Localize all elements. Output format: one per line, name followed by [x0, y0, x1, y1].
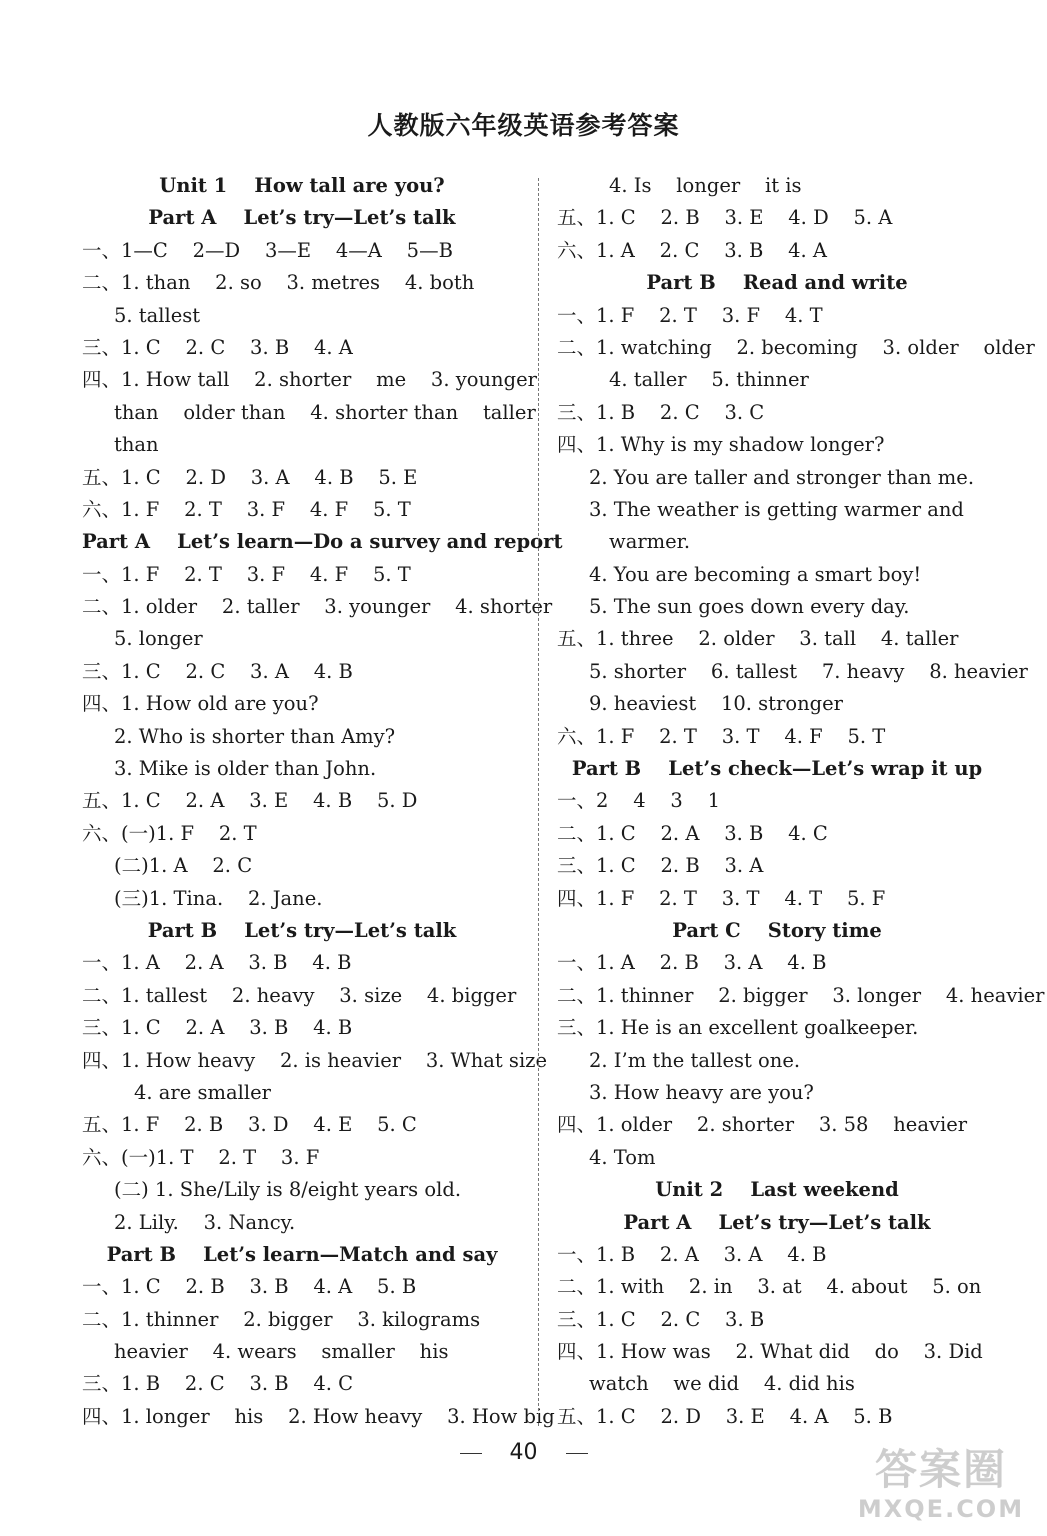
- section-heading: Part A Let’s try—Let’s talk: [148, 206, 456, 230]
- answer-line: 三、1. C 2. C 3. B: [557, 1307, 765, 1331]
- answer-line: 一、1. B 2. A 3. A 4. B: [557, 1242, 827, 1266]
- section-heading: Part B Let’s learn—Match and say: [106, 1242, 498, 1266]
- answer-line: 六、1. F 2. T 3. T 4. F 5. T: [557, 724, 886, 748]
- watermark-mark: 答案圈: [874, 1445, 1007, 1494]
- answer-line: 三、1. B 2. C 3. B 4. C: [82, 1372, 354, 1396]
- section-heading: Part B Let’s check—Let’s wrap it up: [571, 757, 983, 781]
- answer-line: 4. You are becoming a smart boy!: [589, 562, 922, 586]
- answer-line: 六、(一)1. F 2. T: [82, 821, 257, 845]
- answer-line: 9. heaviest 10. stronger: [589, 692, 843, 716]
- footer-dash-left: [460, 1453, 482, 1454]
- answer-line: 五、1. three 2. older 3. tall 4. taller: [557, 627, 959, 651]
- answer-line: 5. shorter 6. tallest 7. heavy 8. heavier: [589, 659, 1028, 683]
- answer-line: 二、1. C 2. A 3. B 4. C: [557, 821, 828, 845]
- answer-line: heavier 4. wears smaller his: [114, 1340, 449, 1364]
- answer-line: watch we did 4. did his: [589, 1372, 855, 1396]
- answer-line: 三、1. B 2. C 3. C: [557, 400, 765, 424]
- answer-line: 4. are smaller: [134, 1080, 271, 1104]
- answer-line: 一、1. A 2. B 3. A 4. B: [557, 951, 827, 975]
- answer-line: 二、1. than 2. so 3. metres 4. both: [82, 271, 475, 295]
- watermark-site: MXQE.COM: [857, 1495, 1025, 1523]
- answer-column-left: [82, 170, 563, 1433]
- answer-line: 三、1. He is an excellent goalkeeper.: [557, 1016, 919, 1040]
- answer-line: 二、1. thinner 2. bigger 3. kilograms: [82, 1307, 481, 1331]
- footer-dash-right: [566, 1453, 588, 1454]
- section-heading: Part B Let’s try—Let’s talk: [147, 918, 457, 942]
- answer-line: 六、(一)1. T 2. T 3. F: [82, 1145, 320, 1169]
- answer-line: 三、1. C 2. C 3. B 4. A: [82, 335, 353, 359]
- answer-line: 一、1. C 2. B 3. B 4. A 5. B: [82, 1275, 417, 1299]
- answer-line: 六、1. F 2. T 3. F 4. F 5. T: [82, 497, 411, 521]
- answer-line: 4. taller 5. thinner: [609, 368, 809, 392]
- answer-line: 四、1. older 2. shorter 3. 58 heavier: [557, 1113, 968, 1137]
- answer-line: 五、1. F 2. B 3. D 4. E 5. C: [82, 1113, 417, 1137]
- answer-line: 四、1. Why is my shadow longer?: [557, 433, 885, 457]
- answer-line: 二、1. with 2. in 3. at 4. about 5. on: [557, 1275, 982, 1299]
- answer-line: than: [114, 433, 159, 457]
- answer-line: 三、1. C 2. A 3. B 4. B: [82, 1016, 353, 1040]
- answer-line: (二)1. A 2. C: [114, 854, 253, 878]
- section-heading: Part B Read and write: [646, 271, 908, 295]
- column-divider: [538, 178, 539, 1426]
- answer-line: 五、1. C 2. B 3. E 4. D 5. A: [557, 206, 893, 230]
- answer-line: 六、1. A 2. C 3. B 4. A: [557, 238, 828, 262]
- page-number: 40: [509, 1440, 538, 1465]
- section-heading: Part A Let’s learn—Do a survey and report: [82, 530, 563, 554]
- answer-line: 五、1. C 2. D 3. E 4. A 5. B: [557, 1404, 893, 1428]
- answer-line: 五、1. C 2. A 3. E 4. B 5. D: [82, 789, 418, 813]
- section-heading: Unit 2 Last weekend: [655, 1178, 899, 1202]
- answer-line: 一、1—C 2—D 3—E 4—A 5—B: [82, 238, 453, 262]
- watermark-logo: [841, 1445, 1041, 1530]
- answer-line: 三、1. C 2. B 3. A: [557, 854, 764, 878]
- answer-line: 二、1. tallest 2. heavy 3. size 4. bigger: [82, 983, 517, 1007]
- answer-line: 3. How heavy are you?: [589, 1080, 814, 1104]
- answer-line: 2. You are taller and stronger than me.: [589, 465, 975, 489]
- answer-line: 二、1. older 2. taller 3. younger 4. shorter: [82, 595, 553, 619]
- answer-line: 2. I’m the tallest one.: [589, 1048, 801, 1072]
- answer-line: 五、1. C 2. D 3. A 4. B 5. E: [82, 465, 418, 489]
- answer-line: 四、1. longer his 2. How heavy 3. How big: [82, 1404, 555, 1428]
- section-heading: Part A Let’s try—Let’s talk: [623, 1210, 931, 1234]
- answer-line: 4. Tom: [589, 1145, 656, 1169]
- answer-line: 2. Lily. 3. Nancy.: [114, 1210, 296, 1234]
- answer-line: 一、1. A 2. A 3. B 4. B: [82, 951, 352, 975]
- answer-line: 一、2 4 3 1: [557, 789, 721, 813]
- answer-line: 4. Is longer it is: [609, 174, 802, 197]
- answer-line: 二、1. watching 2. becoming 3. older older: [557, 335, 1035, 359]
- answer-line: 一、1. F 2. T 3. F 4. T: [557, 303, 823, 327]
- answer-line: 5. tallest: [114, 303, 201, 327]
- answer-line: 2. Who is shorter than Amy?: [114, 724, 396, 748]
- answer-line: 四、1. How was 2. What did do 3. Did: [557, 1340, 983, 1364]
- answer-line: 一、1. F 2. T 3. F 4. F 5. T: [82, 562, 411, 586]
- answer-line: 三、1. C 2. C 3. A 4. B: [82, 659, 353, 683]
- answer-line: than older than 4. shorter than taller: [114, 400, 536, 424]
- answer-line: 四、1. F 2. T 3. T 4. T 5. F: [557, 886, 886, 910]
- answer-line: 5. longer: [114, 627, 203, 651]
- page-title: 人教版六年级英语参考答案: [367, 111, 680, 140]
- section-heading: Part C Story time: [672, 918, 882, 942]
- answer-line: 四、1. How old are you?: [82, 692, 319, 716]
- section-heading: Unit 1 How tall are you?: [159, 174, 445, 197]
- answer-line: (二) 1. She/Lily is 8/eight years old.: [114, 1178, 462, 1202]
- answer-line: 3. Mike is older than John.: [114, 757, 377, 781]
- answer-line: 四、1. How tall 2. shorter me 3. younger: [82, 368, 537, 392]
- answer-line: (三)1. Tina. 2. Jane.: [114, 886, 323, 910]
- answer-line: warmer.: [609, 530, 691, 554]
- answer-line: 二、1. thinner 2. bigger 3. longer 4. heavier: [557, 983, 1045, 1007]
- answer-line: 5. The sun goes down every day.: [589, 595, 910, 619]
- answer-line: 四、1. How heavy 2. is heavier 3. What size: [82, 1048, 547, 1072]
- answer-column-right: [557, 170, 1045, 1433]
- answer-line: 3. The weather is getting warmer and: [589, 497, 964, 521]
